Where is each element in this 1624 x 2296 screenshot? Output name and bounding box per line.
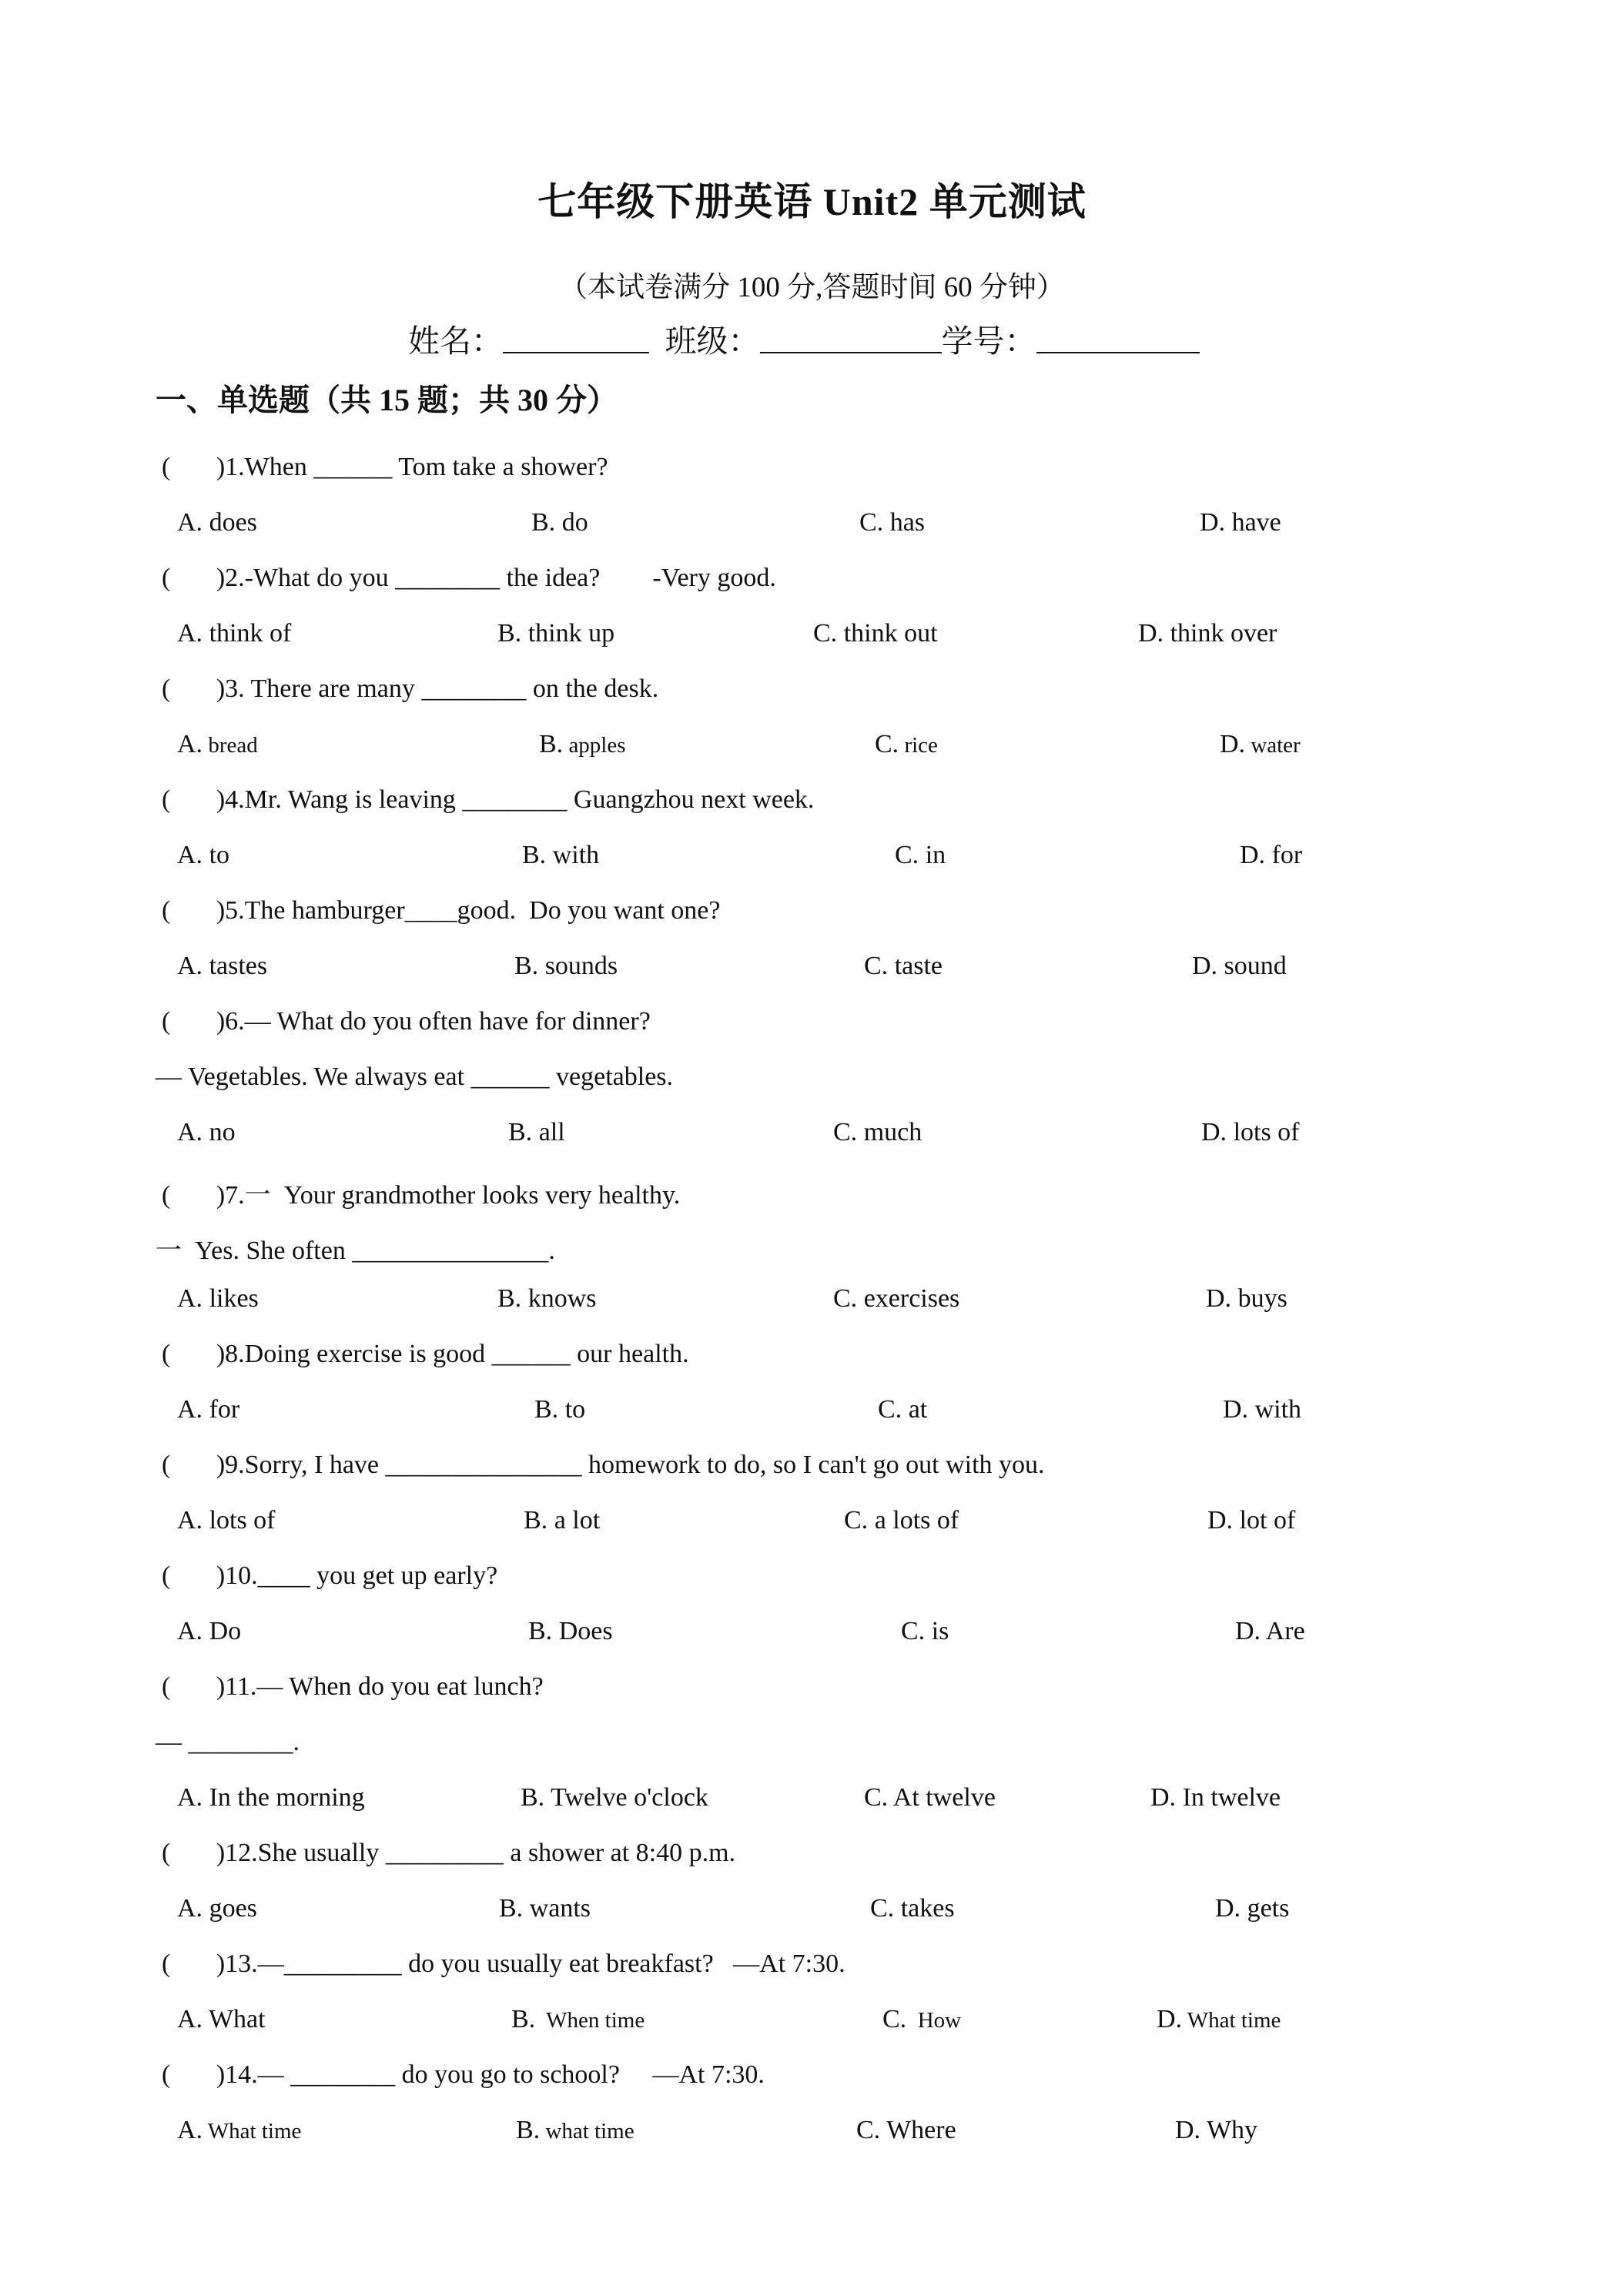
option-text: think of	[203, 619, 292, 648]
option-letter: A.	[177, 1395, 203, 1424]
question-5-option-a[interactable]	[177, 952, 267, 981]
option-letter: B.	[531, 508, 556, 537]
id-blank[interactable]	[1036, 326, 1200, 353]
option-letter: C.	[813, 619, 838, 648]
option-text: gets	[1241, 1894, 1290, 1923]
option-letter: B.	[516, 2116, 541, 2144]
question-8-option-b[interactable]	[534, 1395, 585, 1424]
option-letter: B.	[514, 952, 539, 980]
option-text: lots of	[203, 1506, 276, 1535]
class-blank[interactable]	[760, 326, 942, 353]
option-letter: C.	[870, 1894, 895, 1923]
option-text: At twelve	[888, 1783, 996, 1812]
option-text: Does	[552, 1617, 613, 1645]
option-text: What	[203, 2005, 266, 2033]
question-7-continuation: 一 Yes. She often _______________.	[156, 1237, 555, 1265]
question-10-stem: ( )10.____ you get up early?	[162, 1561, 498, 1590]
question-4-stem: ( )4.Mr. Wang is leaving ________ Guangzhou next week.	[162, 785, 815, 814]
name-label: 姓名：	[408, 323, 503, 359]
question-7-option-c[interactable]	[833, 1284, 959, 1314]
option-letter: C.	[833, 1118, 858, 1146]
exam-subtitle: （本试卷满分 100 分,答题时间 60 分钟）	[559, 272, 1065, 303]
question-11-option-a[interactable]	[177, 1783, 365, 1812]
option-text: to	[558, 1395, 586, 1424]
option-text: does	[203, 508, 257, 537]
question-4-option-b[interactable]	[522, 841, 599, 870]
option-text: lots of	[1227, 1118, 1300, 1146]
section-heading: 一、单选题（共 15 题；共 30 分）	[156, 383, 618, 417]
option-text: exercises	[857, 1284, 960, 1313]
option-letter: B.	[539, 730, 564, 758]
option-text: all	[532, 1118, 565, 1146]
option-letter: D.	[1150, 1783, 1177, 1812]
question-7-stem: ( )7.一 Your grandmother looks very healthy.	[162, 1181, 681, 1210]
question-6-stem: ( )6.— What do you often have for dinner?	[162, 1007, 651, 1036]
option-text: lot of	[1233, 1506, 1296, 1535]
option-text: with	[1248, 1395, 1302, 1424]
question-3-stem: ( )3. There are many ________ on the desk.	[162, 674, 659, 703]
option-letter: C.	[856, 2116, 881, 2144]
question-5-option-b[interactable]	[514, 952, 618, 981]
option-text: Do	[203, 1617, 242, 1645]
option-text: think over	[1164, 619, 1277, 648]
option-letter: A.	[177, 1894, 203, 1923]
question-6-option-a[interactable]	[177, 1118, 236, 1147]
question-14-option-d[interactable]	[1175, 2116, 1257, 2145]
question-2-option-b[interactable]	[497, 619, 614, 648]
option-text: Why	[1200, 2116, 1258, 2144]
question-10-option-b[interactable]	[528, 1617, 613, 1646]
option-text: think up	[521, 619, 615, 648]
option-letter: C.	[833, 1284, 858, 1313]
option-letter: B.	[522, 841, 547, 869]
question-6-continuation: — Vegetables. We always eat ______ vegetables.	[156, 1063, 674, 1091]
question-9-option-c[interactable]	[844, 1506, 959, 1535]
option-letter: B.	[497, 619, 522, 648]
question-14-option-c[interactable]	[856, 2116, 956, 2145]
option-text: water	[1245, 733, 1301, 758]
option-letter: D.	[1215, 1894, 1241, 1923]
option-text: likes	[203, 1284, 259, 1313]
option-letter: D.	[1220, 730, 1246, 758]
question-2-option-c[interactable]	[813, 619, 938, 648]
option-letter: A.	[177, 508, 203, 537]
question-8-option-d[interactable]	[1223, 1395, 1301, 1424]
question-12-stem: ( )12.She usually _________ a shower at 8:40 p.m.	[162, 1839, 736, 1867]
option-letter: D.	[1175, 2116, 1201, 2144]
question-5-option-d[interactable]	[1192, 952, 1287, 981]
option-text: what time	[540, 2119, 635, 2144]
option-text: much	[857, 1118, 922, 1146]
option-text: in	[919, 841, 946, 869]
option-letter: A.	[177, 2005, 203, 2033]
question-14-option-b[interactable]	[516, 2116, 635, 2145]
option-text: buys	[1231, 1284, 1287, 1313]
question-14-stem: ( )14.— ________ do you go to school? —At 7:30.	[162, 2060, 765, 2089]
question-1-option-d[interactable]	[1200, 508, 1281, 537]
question-11-continuation: — ________.	[156, 1728, 300, 1756]
question-11-option-d[interactable]	[1150, 1783, 1281, 1812]
question-7-option-a[interactable]	[177, 1284, 259, 1314]
question-13-stem: ( )13.—_________ do you usually eat breakfast? —At 7:30.	[162, 1950, 845, 1978]
question-7-option-b[interactable]	[497, 1284, 596, 1314]
option-text: has	[883, 508, 926, 537]
question-13-option-c[interactable]	[882, 2005, 961, 2034]
option-letter: B.	[521, 1783, 545, 1812]
option-letter: D.	[1223, 1395, 1249, 1424]
question-1-option-a[interactable]	[177, 508, 257, 537]
option-letter: B.	[528, 1617, 553, 1645]
option-text: sound	[1217, 952, 1287, 980]
option-letter: A.	[177, 841, 203, 869]
option-letter: A.	[177, 1506, 203, 1535]
question-1-option-c[interactable]	[859, 508, 925, 537]
option-letter: B.	[524, 1506, 548, 1535]
option-letter: C.	[864, 1783, 889, 1812]
question-12-option-d[interactable]	[1215, 1894, 1289, 1923]
option-text: Twelve o'clock	[544, 1783, 708, 1812]
question-8-option-a[interactable]	[177, 1395, 239, 1424]
option-text: bread	[203, 733, 258, 758]
question-12-option-b[interactable]	[499, 1894, 591, 1923]
question-13-option-b[interactable]	[511, 2005, 645, 2034]
option-letter: D.	[1157, 2005, 1183, 2033]
question-3-option-b[interactable]	[539, 730, 626, 759]
option-letter: C.	[878, 1395, 902, 1424]
question-14-option-a[interactable]	[177, 2116, 301, 2145]
option-text: In the morning	[203, 1783, 365, 1812]
question-8-stem: ( )8.Doing exercise is good ______ our health.	[162, 1340, 689, 1368]
option-text: tastes	[203, 952, 268, 980]
option-letter: C.	[895, 841, 919, 869]
option-letter: B.	[511, 2005, 536, 2033]
question-11-option-c[interactable]	[864, 1783, 996, 1812]
option-text: wants	[523, 1894, 591, 1923]
option-text: think out	[837, 619, 938, 648]
option-letter: A.	[177, 1617, 203, 1645]
option-letter: D.	[1201, 1118, 1227, 1146]
option-letter: A.	[177, 619, 203, 648]
option-text: taste	[888, 952, 943, 980]
option-letter: A.	[177, 1118, 203, 1146]
option-letter: A.	[177, 1284, 203, 1313]
option-letter: A.	[177, 1783, 203, 1812]
question-12-option-c[interactable]	[870, 1894, 955, 1923]
option-text: Are	[1261, 1617, 1305, 1645]
option-text: with	[546, 841, 600, 869]
name-blank[interactable]	[503, 326, 649, 353]
option-letter: B.	[534, 1395, 559, 1424]
question-1-option-b[interactable]	[531, 508, 588, 537]
option-letter: A.	[177, 730, 203, 758]
option-letter: D.	[1200, 508, 1226, 537]
question-3-option-d[interactable]	[1220, 730, 1301, 759]
option-letter: A.	[177, 952, 203, 980]
question-2-option-a[interactable]	[177, 619, 291, 648]
question-10-option-a[interactable]	[177, 1617, 241, 1646]
option-text: knows	[521, 1284, 597, 1313]
option-letter: C.	[882, 2005, 907, 2033]
option-letter: A.	[177, 2116, 203, 2144]
option-text: Where	[880, 2116, 956, 2144]
option-text: a lot	[547, 1506, 601, 1535]
option-text: What time	[203, 2119, 302, 2144]
question-5-stem: ( )5.The hamburger____good. Do you want one?	[162, 896, 721, 925]
option-text: for	[1265, 841, 1303, 869]
option-text: rice	[899, 733, 938, 758]
question-3-option-c[interactable]	[875, 730, 938, 759]
question-13-option-d[interactable]	[1157, 2005, 1281, 2034]
student-info-line	[408, 316, 1200, 361]
option-text: takes	[894, 1894, 955, 1923]
option-letter: C.	[864, 952, 889, 980]
question-6-option-c[interactable]	[833, 1118, 922, 1147]
question-8-option-c[interactable]	[878, 1395, 927, 1424]
option-text: no	[203, 1118, 236, 1146]
page-title: 七年级下册英语 Unit2 单元测试	[537, 180, 1087, 223]
option-letter: D.	[1138, 619, 1164, 648]
option-text: is	[925, 1617, 949, 1645]
option-text: for	[203, 1395, 240, 1424]
question-9-stem: ( )9.Sorry, I have _______________ homework to do, so I can't go out with you.	[162, 1451, 1045, 1479]
question-6-option-d[interactable]	[1201, 1118, 1300, 1147]
question-7-option-d[interactable]	[1206, 1284, 1287, 1314]
option-letter: C.	[859, 508, 884, 537]
option-letter: B.	[499, 1894, 524, 1923]
question-9-option-a[interactable]	[177, 1506, 276, 1535]
question-11-stem: ( )11.— When do you eat lunch?	[162, 1672, 544, 1701]
option-letter: B.	[508, 1118, 533, 1146]
question-9-option-d[interactable]	[1207, 1506, 1295, 1535]
option-text: How	[906, 2008, 962, 2033]
option-text: When time	[535, 2008, 645, 2033]
option-text: In twelve	[1176, 1783, 1281, 1812]
option-text: to	[203, 841, 230, 869]
option-text: sounds	[538, 952, 618, 980]
option-letter: D.	[1235, 1617, 1261, 1645]
question-13-option-a[interactable]	[177, 2005, 266, 2034]
option-text: a lots of	[868, 1506, 959, 1535]
option-text: at	[902, 1395, 928, 1424]
option-letter: B.	[497, 1284, 522, 1313]
option-letter: C.	[844, 1506, 869, 1535]
option-text: do	[555, 508, 588, 537]
question-3-option-a[interactable]	[177, 730, 258, 759]
question-2-stem: ( )2.-What do you ________ the idea? -Very good.	[162, 564, 776, 592]
option-text: have	[1225, 508, 1281, 537]
question-12-option-a[interactable]	[177, 1894, 257, 1923]
option-letter: D.	[1206, 1284, 1232, 1313]
question-2-option-d[interactable]	[1138, 619, 1277, 648]
question-4-option-c[interactable]	[895, 841, 946, 870]
option-letter: C.	[901, 1617, 926, 1645]
question-10-option-c[interactable]	[901, 1617, 949, 1646]
question-6-option-b[interactable]	[508, 1118, 565, 1147]
question-10-option-d[interactable]	[1235, 1617, 1305, 1646]
question-5-option-c[interactable]	[864, 952, 943, 981]
option-letter: D.	[1207, 1506, 1234, 1535]
option-letter: C.	[875, 730, 899, 758]
question-4-option-d[interactable]	[1240, 841, 1302, 870]
question-11-option-b[interactable]	[521, 1783, 708, 1812]
id-label: 学号：	[941, 323, 1036, 359]
option-text: goes	[203, 1894, 257, 1923]
question-4-option-a[interactable]	[177, 841, 229, 870]
option-text: What time	[1182, 2008, 1281, 2033]
option-letter: D.	[1192, 952, 1218, 980]
option-letter: D.	[1240, 841, 1266, 869]
question-1-stem: ( )1.When ______ Tom take a shower?	[162, 453, 608, 481]
question-9-option-b[interactable]	[524, 1506, 600, 1535]
option-text: apples	[563, 733, 626, 758]
class-label: 班级：	[665, 323, 760, 359]
